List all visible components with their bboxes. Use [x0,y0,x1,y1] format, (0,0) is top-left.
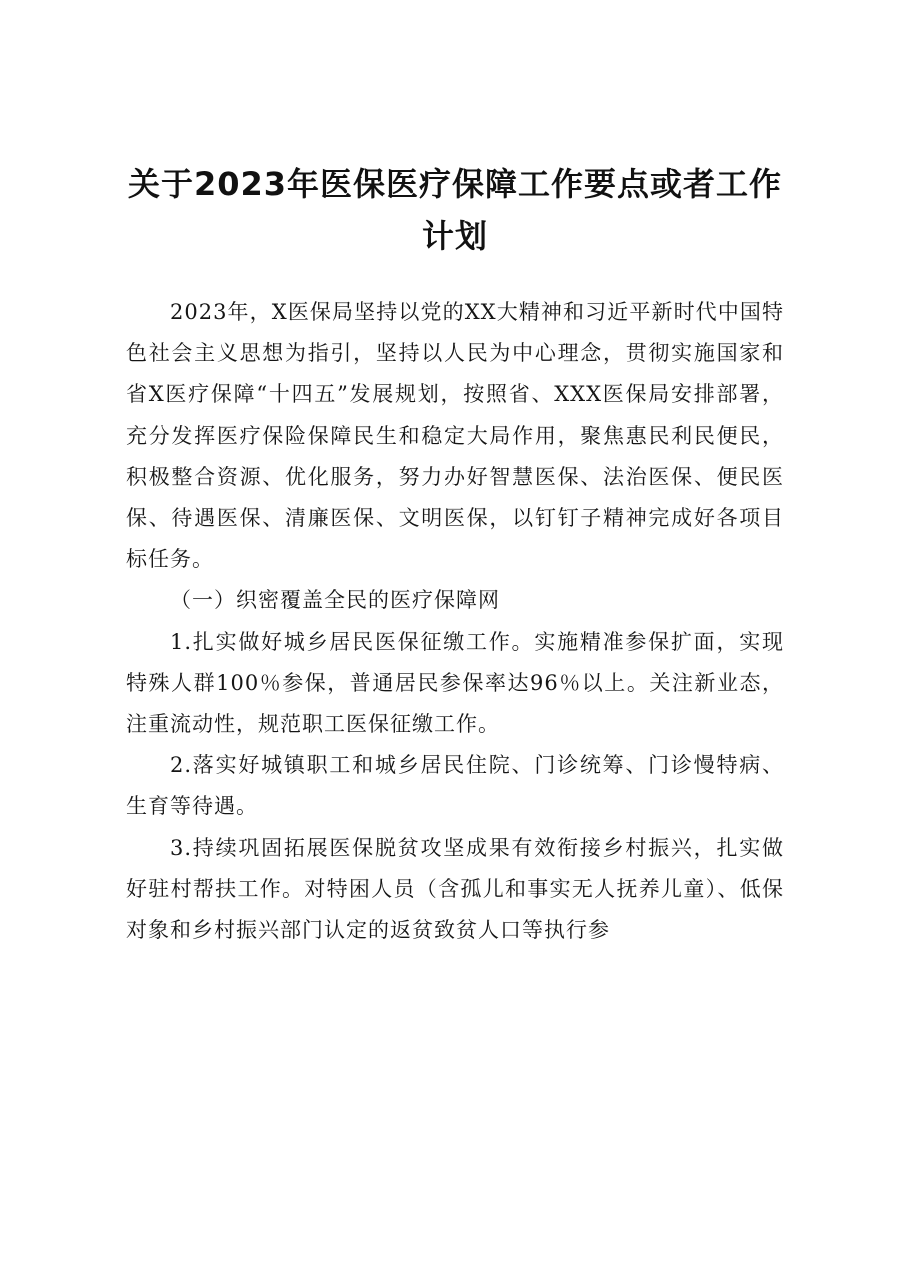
document-body [126,292,784,951]
body-paragraph-2: 2.落实好城镇职工和城乡居民住院、门诊统筹、门诊慢特病、生育等待遇。 [126,753,784,819]
body-paragraph-3: 3.持续巩固拓展医保脱贫攻坚成果有效衔接乡村振兴，扎实做好驻村帮扶工作。对特困人员（含孤儿和事实无人抚养儿童）、低保对象和乡村振兴部门认定的返贫致贫人口等执行参 [126,835,784,943]
document-title: 关于2023年医保医疗保障工作要点或者工作计划 [127,165,783,255]
intro-paragraph: 2023年，X医保局坚持以党的XX大精神和习近平新时代中国特色社会主义思想为指引，坚持以人民为中心理念，贯彻实施国家和省X医疗保障“十四五”发展规划，按照省、XXX医保局安排部署，充分发挥医疗保险保障民生和稳定大局作用，聚焦惠民利民便民，积极整合资源、优化服务，努力办好智慧医保、法治医保、便民医保、待遇医保、清廉医保、文明医保，以钉钉子精神完成好各项目标任务。 [126,300,784,572]
body-paragraph-1: 1.扎实做好城乡居民医保征缴工作。实施精准参保扩面，实现特殊人群100％参保，普通居民参保率达96％以上。关注新业态，注重流动性，规范职工医保征缴工作。 [126,629,784,737]
section-heading: （一）织密覆盖全民的医疗保障网 [170,588,500,613]
